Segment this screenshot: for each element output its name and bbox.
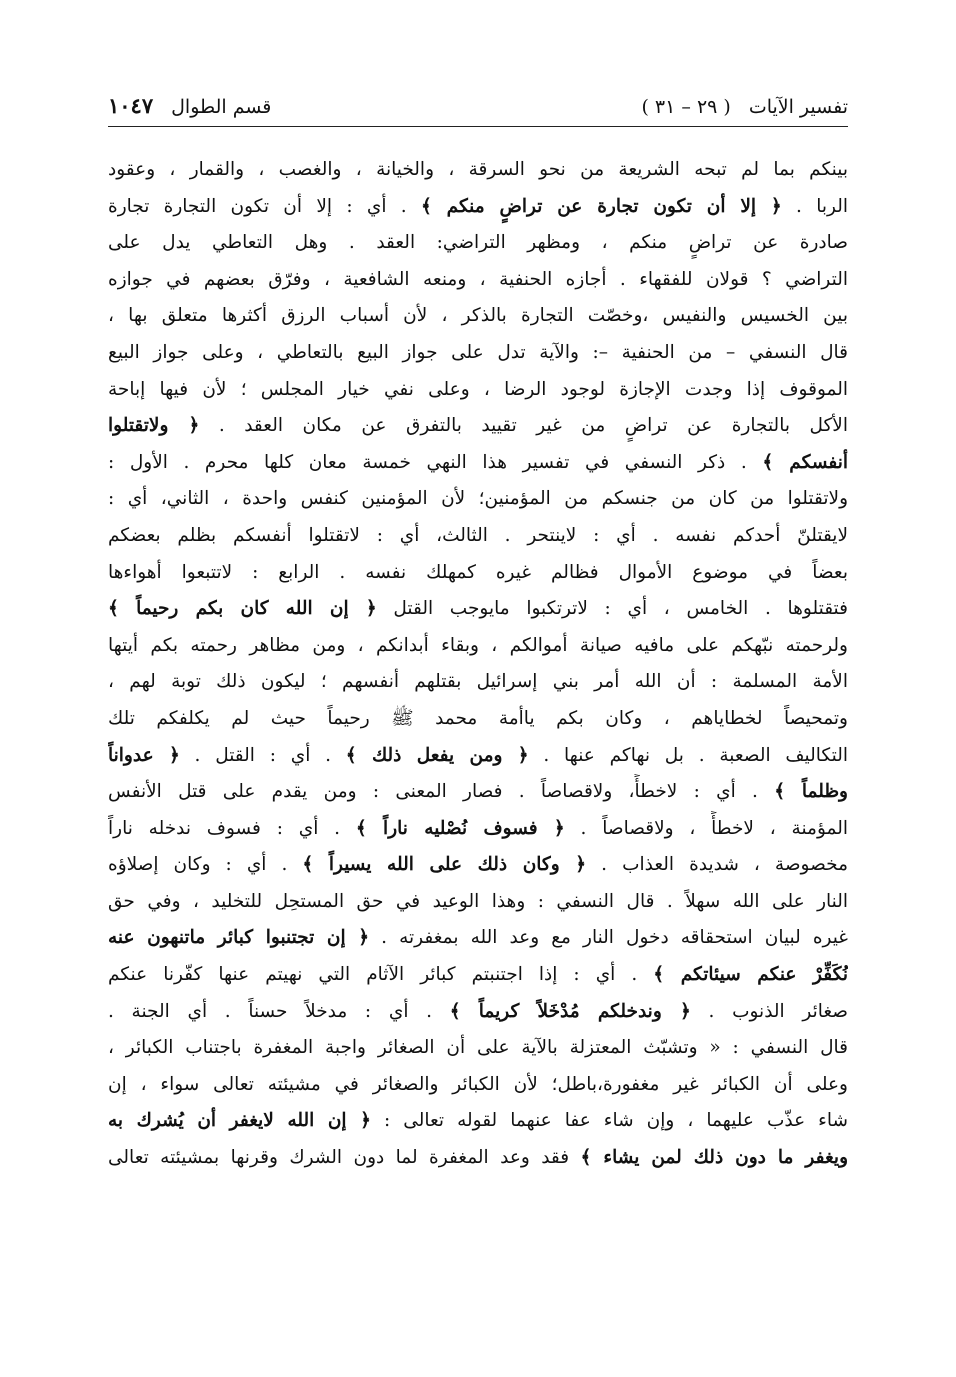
text-segment: قال النسفي : « وتشبّث المعتزلة بالآية على أن الصغائر واجبة المغفرة باجتناب الكبائر ، xyxy=(108,1037,848,1059)
text-segment: . أي : لاخطأً، ولاقصاصاً . فصار المعنى : ومن يقدم على قتل الأنفس xyxy=(108,781,775,803)
text-line xyxy=(108,408,848,445)
text-line xyxy=(108,518,848,555)
text-line xyxy=(108,335,848,372)
text-line xyxy=(108,847,848,884)
text-segment: الأمة المسلمة : أن الله أمر بني إسرائيل بقتلهم أنفسهم ؛ ليكون ذلك توبة لهم ، xyxy=(108,671,848,693)
quran-quote: ﴿ ولاتقتلوا xyxy=(108,415,200,437)
verse-range: ( ٢٩ – ٣١ ) xyxy=(641,96,731,118)
text-segment: غيره لبيان استحقاقه دخول النار مع وعد الله بمغفرته . xyxy=(369,927,848,949)
quran-quote: نُكَفِّرْ عنكم سيئاتكم ﴾ xyxy=(653,964,848,986)
quran-quote: ﴿ إن الله لايغفر أن يُشرك به xyxy=(108,1110,371,1132)
text-line xyxy=(108,189,848,226)
running-head xyxy=(108,88,848,122)
text-segment: فقد وعد المغفرة لما دون الشرك وقرنها بمشيئته تعالى xyxy=(108,1147,581,1169)
text-line xyxy=(108,372,848,409)
text-line xyxy=(108,884,848,921)
quran-quote: أنفسكم ﴾ xyxy=(762,451,848,473)
text-segment: مخصوصة ، شديدة العذاب . xyxy=(586,854,848,876)
text-segment: صادرة عن تراضٍ منكم ، ومظهر التراضي: العقد . وهل التعاطي يدل على xyxy=(108,232,848,254)
quran-quote: ﴿ إن تجتنبوا كبائر ماتنهون عنه xyxy=(108,927,370,949)
running-head-right xyxy=(641,92,848,122)
text-segment: . ذكر النسفي في تفسير هذا النهي خمسة معان كلها محرم . الأول : xyxy=(108,451,763,473)
text-line xyxy=(108,664,848,701)
text-segment: ولرحمته نبّهكم على مافيه صيانة أموالكم ، وبقاء أبدانكم ، ومن مظاهر رحمته بكم أيتها xyxy=(108,634,848,656)
text-line xyxy=(108,298,848,335)
text-segment: التكاليف الصعبة . بل نهاكم عنها . xyxy=(528,744,848,766)
quran-quote: ﴿ عدواناً xyxy=(108,744,180,766)
text-segment: الأكل بالتجارة عن تراضٍ من غير تقييد بالتفرق عن مكان العقد . xyxy=(199,415,848,437)
text-segment: بينكم بما لم تبحه الشريعة من نحو السرقة ، والخيانة ، والغصب ، والقمار ، وعقود xyxy=(108,159,848,180)
text-line xyxy=(108,152,848,189)
text-segment: قال النسفي – من الحنفية –: والآية تدل على جواز البيع بالتعاطي ، وعلى جواز البيع xyxy=(108,341,848,363)
header-divider xyxy=(108,126,848,127)
text-line xyxy=(108,811,848,848)
text-line xyxy=(108,1067,848,1104)
quran-quote: ﴿ ومن يفعل ذلك ﴾ xyxy=(345,744,529,766)
text-segment: فتقتلوها . الخامس ، أي : لاترتكبوا مايوجب القتل xyxy=(376,598,848,620)
part-title: قسم الطوال xyxy=(171,96,272,118)
text-segment: المؤمنة ، لاخطأً ، ولاقصاصاً . xyxy=(564,817,848,839)
text-segment: ولاتقتلوا من كان من جنسكم من المؤمنين؛ لأن المؤمنين كنفس واحدة ، الثاني، أي : xyxy=(108,488,848,510)
text-line xyxy=(108,1103,848,1140)
text-line xyxy=(108,481,848,518)
text-segment: الموقوف إذا وجدت الإجازة لوجود الرضا ، وعلى نفي خيار المجلس ؛ لأن فيها إباحة xyxy=(108,378,848,400)
text-line xyxy=(108,1140,848,1177)
text-segment: . أي : القتل . xyxy=(179,744,346,766)
text-segment: بين الخسيس والنفيس ،وخصّت التجارة بالذكر ، لأن أسباب الرزق أكثرها متعلق بها ، xyxy=(108,305,848,327)
text-line xyxy=(108,445,848,482)
text-segment: صغائر الذنوب . xyxy=(690,1000,848,1022)
text-line xyxy=(108,225,848,262)
text-line xyxy=(108,1030,848,1067)
text-line xyxy=(108,994,848,1031)
running-head-left xyxy=(108,91,271,122)
text-segment: . أي : إذا اجتنبتم كبائر الآثام التي نهيتم عنها كفّرنا عنكم xyxy=(108,964,654,986)
text-segment: وعلى أن الكبائر غير مغفورة،باطل؛ لأن الكبائر والصغائر في مشيئته تعالى سواء ، إن xyxy=(108,1073,848,1095)
text-line xyxy=(108,701,848,738)
text-segment: . أي : إلا أن تكون التجارة تجارة xyxy=(108,195,421,217)
text-segment: بعضاً في موضوع الأموال فظالم غيره كمهلك نفسه . الرابع : لاتتبعوا أهواءها xyxy=(108,561,848,583)
text-line xyxy=(108,774,848,811)
page-number: ١٠٤٧ xyxy=(108,93,154,118)
text-line xyxy=(108,957,848,994)
quran-quote: ﴿ فسوف نُصْليه ناراً ﴾ xyxy=(355,817,565,839)
text-segment: . أي : مدخلاً حسناً . أي الجنة . xyxy=(108,1000,450,1022)
quran-quote: ويغفر ما دون ذلك لمن يشاء ﴾ xyxy=(580,1147,848,1169)
text-segment: الربا . xyxy=(781,195,848,217)
section-title: تفسير الآيات xyxy=(748,96,848,118)
text-line xyxy=(108,262,848,299)
body-text xyxy=(108,152,848,1292)
quran-quote: ﴿ إلا أن تكون تجارة عن تراضٍ منكم ﴾ xyxy=(420,195,782,217)
text-segment: شاء عذّب عليهما ، وإن شاء عفا عنهما لقوله تعالى : xyxy=(371,1110,848,1132)
text-line xyxy=(108,738,848,775)
text-line xyxy=(108,555,848,592)
quran-quote: وظلماً ﴾ xyxy=(774,781,848,803)
quran-quote: ﴿ وكان ذلك على الله يسيراً ﴾ xyxy=(302,854,587,876)
text-segment: التراضي ؟ قولان للفقهاء . أجازه الحنفية ، ومنعه الشافعية ، وفرّق بعضهم في جوازه xyxy=(108,268,848,290)
quran-quote: ﴿ وندخلكم مُدْخَلاً كريماً ﴾ xyxy=(449,1000,691,1022)
text-segment: وتمحيصاً لخطاياهم ، وكان بكم ياأمة محمد ﷺ رحيماً حيث لم يكلفكم تلك xyxy=(108,707,848,729)
text-line xyxy=(108,920,848,957)
text-segment: . أي : فسوف ندخله ناراً xyxy=(108,817,356,839)
quran-quote: ﴿ إن الله كان بكم رحيماً ﴾ xyxy=(108,598,377,620)
text-line xyxy=(108,591,848,628)
text-segment: لايقتلنّ أحدكم نفسه . أي : لاينتحر . الثالث، أي : لاتقتلوا أنفسكم بظلم بعضكم xyxy=(108,524,848,546)
text-segment: النار على الله سهلاً . قال النسفي : وهذا الوعيد في حق المستحِل للتخليد ، وفي حق xyxy=(108,890,848,912)
text-segment: . أي : وكان إصلاؤه xyxy=(108,854,303,876)
text-line xyxy=(108,628,848,665)
